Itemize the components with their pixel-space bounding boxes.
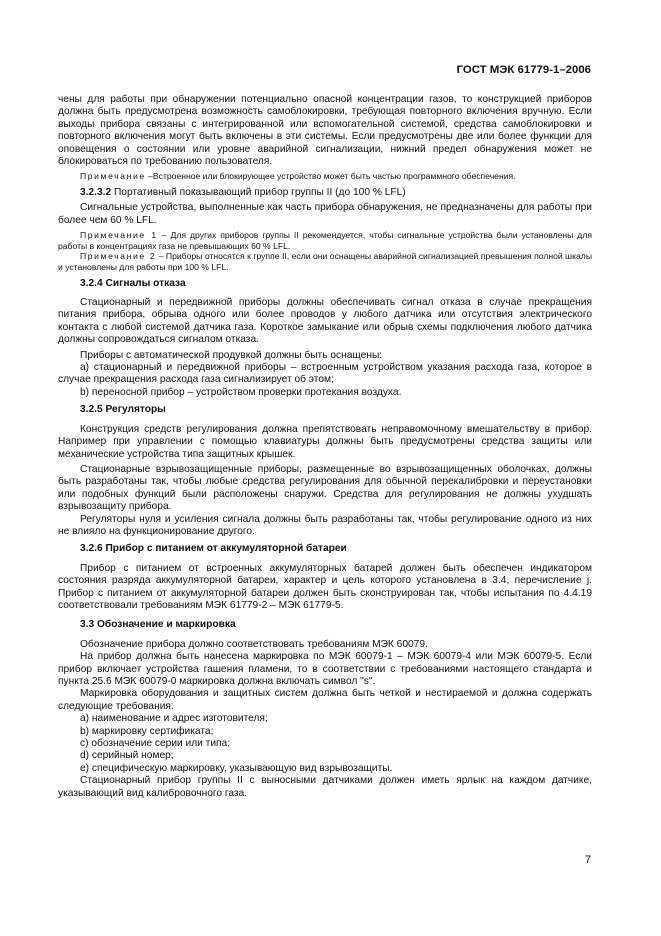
paragraph: Маркировка оборудования и защитных систем должна быть четкой и нестираемой и должна содержать следующие требования: <box>58 688 592 712</box>
note-text: –Встроенное или блокирующее устройство может быть частью программного обеспечения. <box>145 171 516 182</box>
section-title: Портативный показывающий прибор группы II (до 100 % LFL) <box>111 187 406 199</box>
note <box>58 251 592 272</box>
note-label: Примечание 1 <box>80 230 158 241</box>
section-heading-3232 <box>58 187 592 199</box>
list-item: а) стационарный и передвижной приборы – встроенным устройством указания расхода газа, которое в случае прекращения расхода газа сигнализирует об этом; <box>58 362 592 386</box>
paragraph: На прибор должна быть нанесена маркировка по МЭК 60079-1 – МЭК 60079-4 или МЭК 60079-5. Если прибор включает устройства гашения пламени, то в соответствии с требованиями настоящего стандарта и пункта 25.6 МЭК 60079-0 маркировка должна включать символ "s". <box>58 651 592 687</box>
page-content <box>58 94 592 800</box>
list-item: b) маркировку сертификата; <box>80 725 214 737</box>
note-text: – Приборы относятся к группе II, если они оснащены аварийной сигнализацией превышения полной шкалы и установлены для работы при 100 % LFL. <box>58 251 592 273</box>
paragraph: Стационарный прибор группы II с выносными датчиками должен иметь ярлык на каждом датчике, указывающий вид калибровочного газа. <box>58 775 592 799</box>
paragraph: Стационарный и передвижной приборы должны обеспечивать сигнал отказа в случае прекращения питания прибора, обрыва одного или более проводов у любого датчика или отсутствия электрического контакта с любой системой датчика газа. Короткое замыкание или обрыв схемы подключения любого датчика должны сопровождаться сигналом отказа. <box>58 297 592 346</box>
section-number: 3.2.3.2 <box>80 187 112 199</box>
paragraph: Конструкция средств регулирования должна препятствовать неправомочному вмешательству в прибор. Например при управлении с помощью клавиатуры должны быть предусмотрены средства защиты или механические устройства типа защитных крышек. <box>58 423 592 460</box>
paragraph: Сигнальные устройства, выполненные как часть прибора обнаружения, не предназначены для работы при более чем 60 % LFL. <box>58 202 592 226</box>
list-item: b) переносной прибор – устройством проверки протекания воздуха. <box>80 386 402 398</box>
paragraph: Стационарные взрывозащищенные приборы, размещенные во взрывозащищенных оболочках, должны быть разработаны так, чтобы любые средства регулирования для обычной перекалибровки и переустановки или подобных функций были расположены снаружи. Средства для регулирования не должны ухудшать взрывозащиту прибора. <box>58 463 592 513</box>
note <box>58 171 592 182</box>
note-text: – Для других приборов группы II рекомендуется, чтобы сигнальные устройства были установлены для работы в концентрациях газа не превышающих 60 % LFL. <box>58 230 592 251</box>
list-item: d) серийный номер; <box>80 750 174 762</box>
list-item: e) специфическую маркировку, указывающую вид взрывозащиты. <box>80 762 393 774</box>
section-heading-326: 3.2.6 Прибор с питанием от аккумуляторной батареи <box>80 543 347 555</box>
section-heading-324: 3.2.4 Сигналы отказа <box>80 277 186 289</box>
paragraph: Прибор с питанием от встроенных аккумуляторных батарей должен быть обеспечен индикатором состояния разряда аккумуляторной батареи, характер и цель которого установлена в 3.4, перечисление j. Прибор с питанием от аккумуляторной батареи должен быть сконструирован так, чтобы испытания по 4.4.19 соответствовали требованиям МЭК 61779-2 – МЭК 61779-5. <box>58 562 592 611</box>
paragraph: Обозначение прибора должно соответствовать требованиям МЭК 60079. <box>80 638 428 650</box>
paragraph: Регуляторы нуля и усиления сигнала должны быть разработаны так, чтобы регулирование одного из них не влияло на функционирование другого. <box>58 513 592 537</box>
note <box>58 230 592 251</box>
note-label: Примечание 2 <box>80 251 157 262</box>
intro-paragraph: чены для работы при обнаружении потенциально опасной концентрации газов, то конструкцией приборов должна быть предусмотрена возможность самоблокировки, требующая повторного включения вручную. Если выходы прибора связаны с интегрированной или вспомогательной системой, средства самоблокировки и повторного включения могут быть включены в эти системы. Если предусмотрены две или более функции для оповещения о состоянии или уровне аварийной сигнализации, нижний предел обнаружения может не блокироваться по требованию пользователя. <box>58 94 592 168</box>
section-heading-33: 3.3 Обозначение и маркировка <box>80 619 236 631</box>
list-item: c) обозначение серии или типа; <box>80 738 231 750</box>
page-number: 7 <box>584 854 591 866</box>
paragraph: Приборы с автоматической продувкой должны быть оснащены: <box>80 349 383 361</box>
note-label: Примечание <box>80 171 146 182</box>
list-item: а) наименование и адрес изготовителя; <box>80 713 268 725</box>
section-heading-325: 3.2.5 Регуляторы <box>80 404 166 416</box>
standard-header: ГОСТ МЭК 61779-1–2006 <box>456 64 591 76</box>
